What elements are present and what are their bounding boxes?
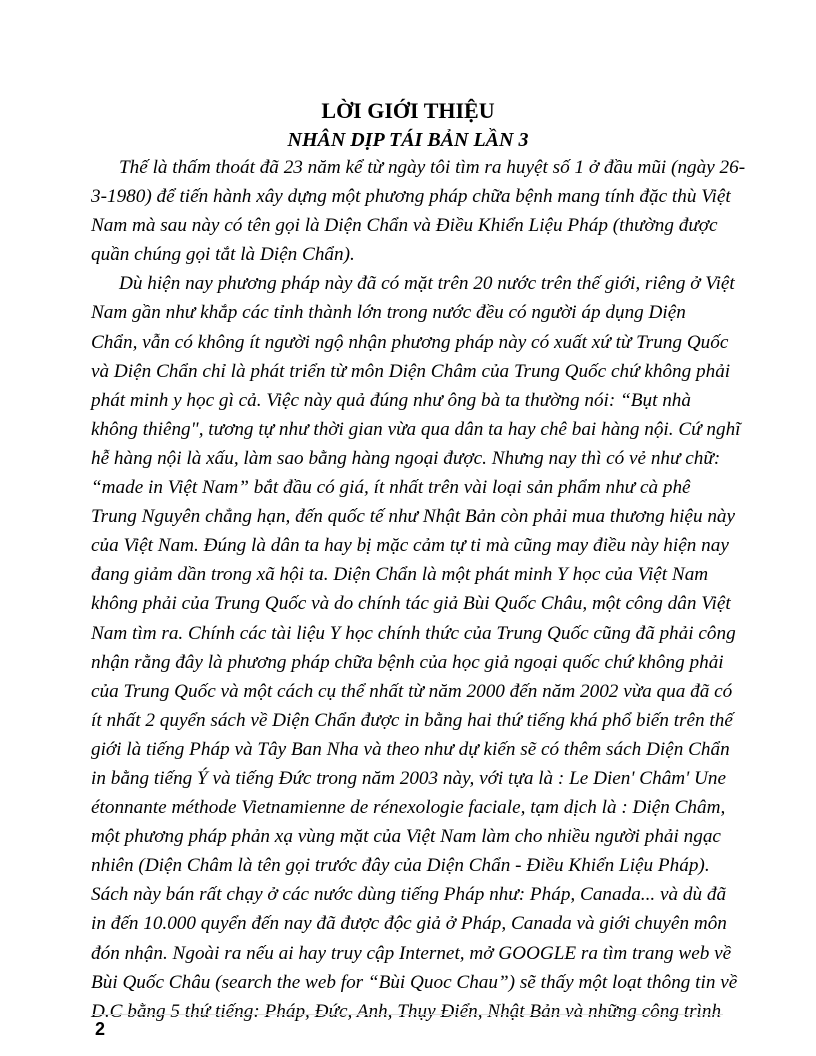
page-number: 2 xyxy=(95,1019,106,1039)
text-line: không thiêng", tương tự như thời gian vừa qua dân ta hay chê bai hàng nội. Cứ nghĩ xyxy=(91,418,741,440)
text-line: Trung Nguyên chẳng hạn, đến quốc tế như Nhật Bản còn phải mua thương hiệu này xyxy=(91,506,736,528)
text-line: nhiên (Diện Châm là tên gọi trước đây của Diện Chẩn - Điều Khiển Liệu Pháp). xyxy=(91,855,710,877)
text-line: Nam gần như khắp các tỉnh thành lớn trong nước đều có người áp dụng Diện xyxy=(91,302,686,324)
text-line: đang giảm dần trong xã hội ta. Diện Chẩn là một phát minh Y học của Việt Nam xyxy=(91,564,709,586)
text-line: một phương pháp phản xạ vùng mặt của Việt Nam làm cho nhiều người phải ngạc xyxy=(91,826,721,848)
text-line: 3-1980) để tiến hành xây dựng một phương pháp chữa bệnh mang tính đặc thù Việt xyxy=(91,186,731,208)
text-line: không phải của Trung Quốc và do chính tác giả Bùi Quốc Châu, một công dân Việt xyxy=(91,593,731,615)
text-line: giới là tiếng Pháp và Tây Ban Nha và theo như dự kiến sẽ có thêm sách Diện Chẩn xyxy=(91,738,730,760)
page-subtitle: NHÂN DỊP TÁI BẢN LẦN 3 xyxy=(287,129,529,151)
text-line: quần chúng gọi tắt là Diện Chẩn). xyxy=(91,244,355,266)
text-line: của Trung Quốc và một cách cụ thể nhất từ năm 2000 đến năm 2002 vừa qua đã có xyxy=(91,680,733,702)
page-title: LỜI GIỚI THIỆU xyxy=(321,98,495,123)
text-line: in bằng tiếng Ý và tiếng Đức trong năm 2003 này, với tựa là : Le Dien' Châm' Une xyxy=(91,767,727,789)
text-line: Bùi Quốc Châu (search the web for “Bùi Quoc Chau”) sẽ thấy một loạt thông tin về xyxy=(91,971,738,993)
text-line: “made in Việt Nam” bắt đầu có giá, ít nhất trên vài loại sản phẩm như cà phê xyxy=(91,477,691,499)
text-line: của Việt Nam. Đúng là dân ta hay bị mặc cảm tự ti mà cũng may điều này hiện nay xyxy=(91,535,729,557)
text-line: phát minh y học gì cả. Việc này quả đúng như ông bà ta thường nói: “Bụt nhà xyxy=(91,389,691,411)
text-line: Dù hiện nay phương pháp này đã có mặt trên 20 nước trên thế giới, riêng ở Việt xyxy=(119,273,735,295)
text-line: đón nhận. Ngoài ra nếu ai hay truy cập Internet, mở GOOGLE ra tìm trang web về xyxy=(91,942,732,964)
body-text xyxy=(91,153,746,1026)
text-line: và Diện Chẩn chỉ là phát triển từ môn Diện Châm của Trung Quốc chứ không phải xyxy=(91,360,731,382)
text-line: Nam tìm ra. Chính các tài liệu Y học chính thức của Trung Quốc cũng đã phải công xyxy=(91,622,736,644)
text-line: Thế là thấm thoát đã 23 năm kể từ ngày tôi tìm ra huyệt số 1 ở đầu mũi (ngày 26- xyxy=(119,157,746,178)
text-line: nhận rằng đây là phương pháp chữa bệnh của học giả ngoại quốc chứ không phải xyxy=(91,651,724,673)
text-line: hễ hàng nội là xấu, làm sao bằng hàng ngoại được. Nhưng nay thì có vẻ như chữ: xyxy=(91,447,721,469)
text-line: étonnante méthode Vietnamienne de rénexologie faciale, tạm dịch là : Diện Châm, xyxy=(91,797,726,819)
text-line: in đến 10.000 quyển đến nay đã được độc giả ở Pháp, Canada và giới chuyên môn xyxy=(91,913,727,935)
text-line: D.C bằng 5 thứ tiếng: Pháp, Đức, Anh, Thụy Điển, Nhật Bản và những công trình xyxy=(91,1000,722,1022)
text-line: Sách này bán rất chạy ở các nước dùng tiếng Pháp như: Pháp, Canada... và dù đã xyxy=(91,884,727,906)
footer-divider xyxy=(93,1014,723,1015)
text-line: Chẩn, vẫn có không ít người ngộ nhận phương pháp này có xuất xứ từ Trung Quốc xyxy=(91,331,729,353)
text-line: Nam mà sau này có tên gọi là Diện Chẩn và Điều Khiển Liệu Pháp (thường được xyxy=(91,215,718,237)
text-line: ít nhất 2 quyển sách về Diện Chẩn được in bằng hai thứ tiếng khá phổ biến trên thế xyxy=(91,709,733,731)
